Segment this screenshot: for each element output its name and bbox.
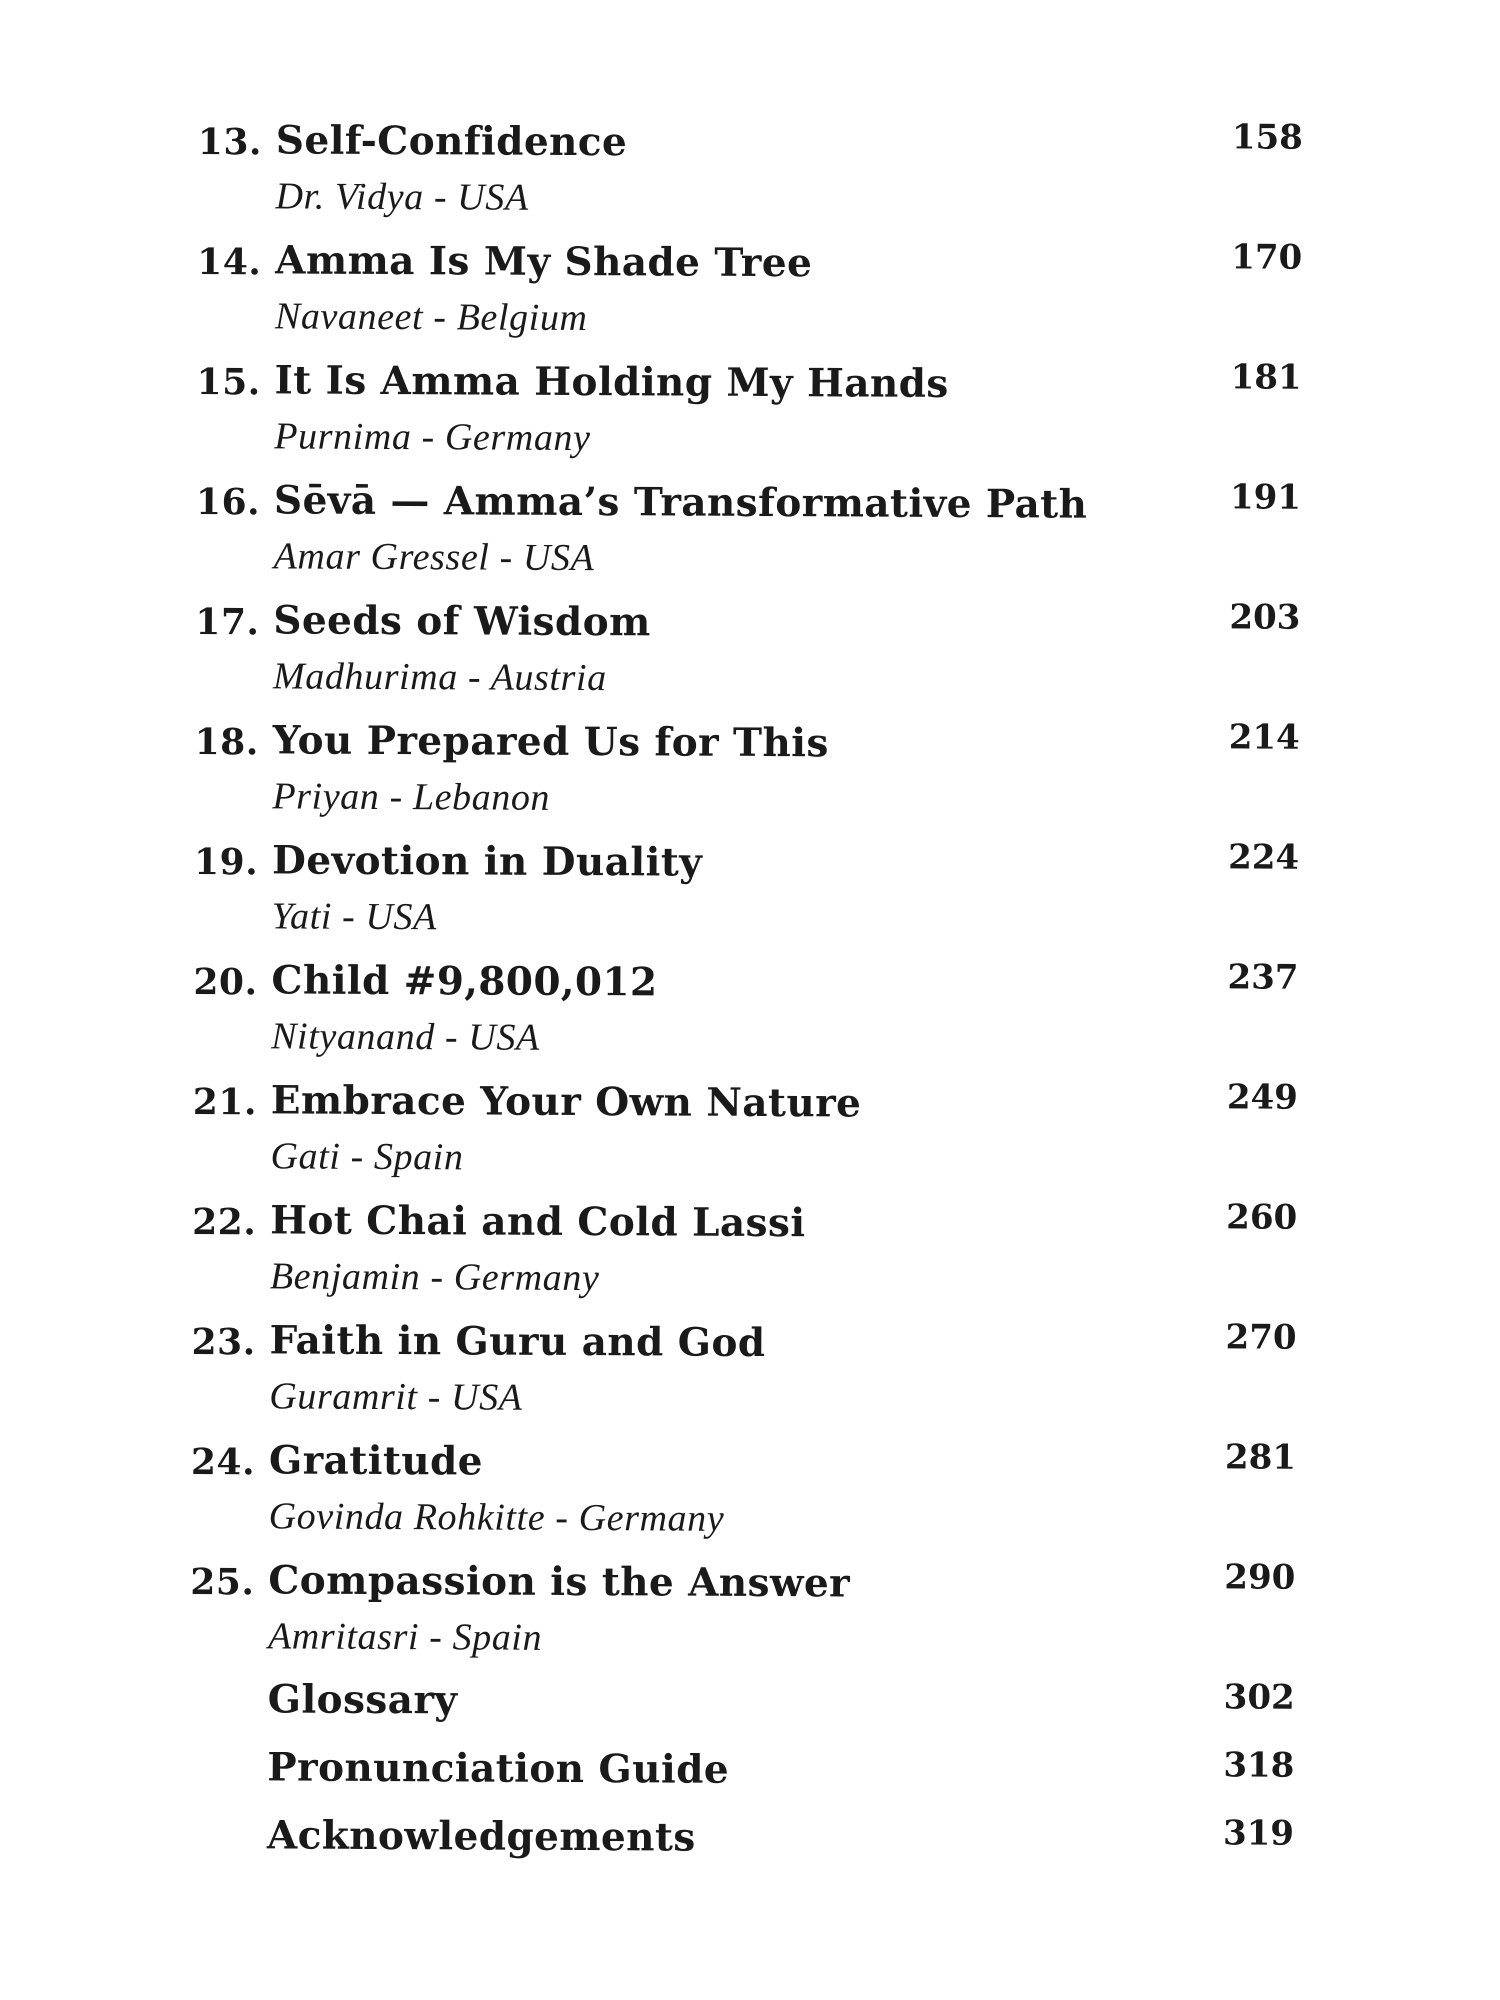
chapter-author: Navaneet - Belgium [274,295,588,340]
table-of-contents [189,112,1313,1882]
chapter-number: 16. [195,480,261,524]
toc-entry-glossary[interactable] [189,1672,1304,1746]
chapter-author: Dr. Vidya - USA [275,175,529,219]
toc-entry-acknowledgements[interactable] [189,1808,1304,1882]
toc-entry-24[interactable] [190,1432,1306,1558]
toc-entry-17[interactable] [195,592,1311,718]
chapter-title: Gratitude [268,1437,484,1485]
chapter-number: 13. [197,120,263,164]
chapter-title: Self-Confidence [275,117,628,166]
chapter-number: 25. [190,1560,255,1604]
chapter-author: Benjamin - Germany [269,1255,600,1300]
page-number: 281 [1224,1437,1297,1478]
chapter-author: Purnima - Germany [274,415,591,460]
chapter-title: You Prepared Us for This [272,717,829,767]
toc-entry-pronunciation-guide[interactable] [189,1740,1304,1814]
toc-entry-14[interactable] [197,232,1313,358]
chapter-title: Seeds of Wisdom [273,597,651,646]
page-number: 224 [1228,837,1300,878]
page-number: 170 [1231,237,1303,278]
back-matter-title: Glossary [267,1676,458,1724]
page-number: 260 [1226,1197,1298,1238]
chapter-author: Guramrit - USA [269,1375,523,1419]
chapter-title: Embrace Your Own Nature [270,1077,862,1127]
toc-entry-20[interactable] [193,952,1309,1078]
chapter-number: 18. [194,720,259,764]
page-number: 249 [1226,1077,1298,1118]
chapter-number: 14. [197,240,262,284]
chapter-author: Amar Gressel - USA [273,535,595,580]
chapter-title: Child #9,800,012 [271,957,658,1006]
page-number: 181 [1230,357,1302,398]
chapter-author: Gati - Spain [270,1135,464,1179]
page-number: 290 [1224,1557,1296,1598]
chapter-title: Hot Chai and Cold Lassi [270,1197,806,1247]
page-number: 270 [1225,1317,1297,1358]
back-matter-title: Pronunciation Guide [267,1744,730,1793]
toc-entry-22[interactable] [192,1192,1308,1318]
chapter-title: Devotion in Duality [271,837,703,886]
chapter-author: Yati - USA [271,895,437,939]
toc-entry-23[interactable] [191,1312,1307,1438]
page-number: 214 [1228,717,1300,758]
toc-entry-16[interactable] [195,472,1311,598]
chapter-number: 20. [193,960,258,1004]
chapter-number: 21. [192,1080,258,1124]
chapter-number: 23. [191,1320,256,1364]
chapter-author: Govinda Rohkitte - Germany [268,1495,725,1540]
chapter-title: Faith in Guru and God [269,1317,766,1366]
page-number: 158 [1231,117,1303,158]
toc-entry-21[interactable] [192,1072,1308,1198]
chapter-number: 15. [196,360,261,404]
chapter-title: Compassion is the Answer [268,1557,851,1607]
toc-entry-15[interactable] [196,352,1312,478]
chapter-title: Sēvā — Amma’s Transformative Path [273,477,1088,528]
chapter-author: Madhurima - Austria [272,655,607,700]
page-number: 319 [1222,1813,1295,1854]
back-matter-title: Acknowledgements [266,1812,696,1861]
chapter-number: 19. [193,840,259,884]
toc-entry-19[interactable] [194,832,1310,958]
toc-entry-18[interactable] [194,712,1310,838]
toc-entry-13[interactable] [197,112,1313,238]
chapter-number: 22. [192,1200,257,1244]
page-number: 318 [1223,1745,1295,1786]
toc-entry-25[interactable] [190,1552,1306,1678]
chapter-number: 24. [190,1440,256,1484]
chapter-title: It Is Amma Holding My Hands [274,357,949,407]
page-number: 191 [1229,477,1302,518]
chapter-author: Amritasri - Spain [267,1615,543,1659]
chapter-number: 17. [195,600,260,644]
page-number: 203 [1229,597,1301,638]
chapter-author: Priyan - Lebanon [272,775,551,819]
page-number: 237 [1227,957,1299,998]
page-number: 302 [1223,1677,1295,1718]
chapter-author: Nityanand - USA [271,1015,540,1059]
chapter-title: Amma Is My Shade Tree [275,237,813,287]
